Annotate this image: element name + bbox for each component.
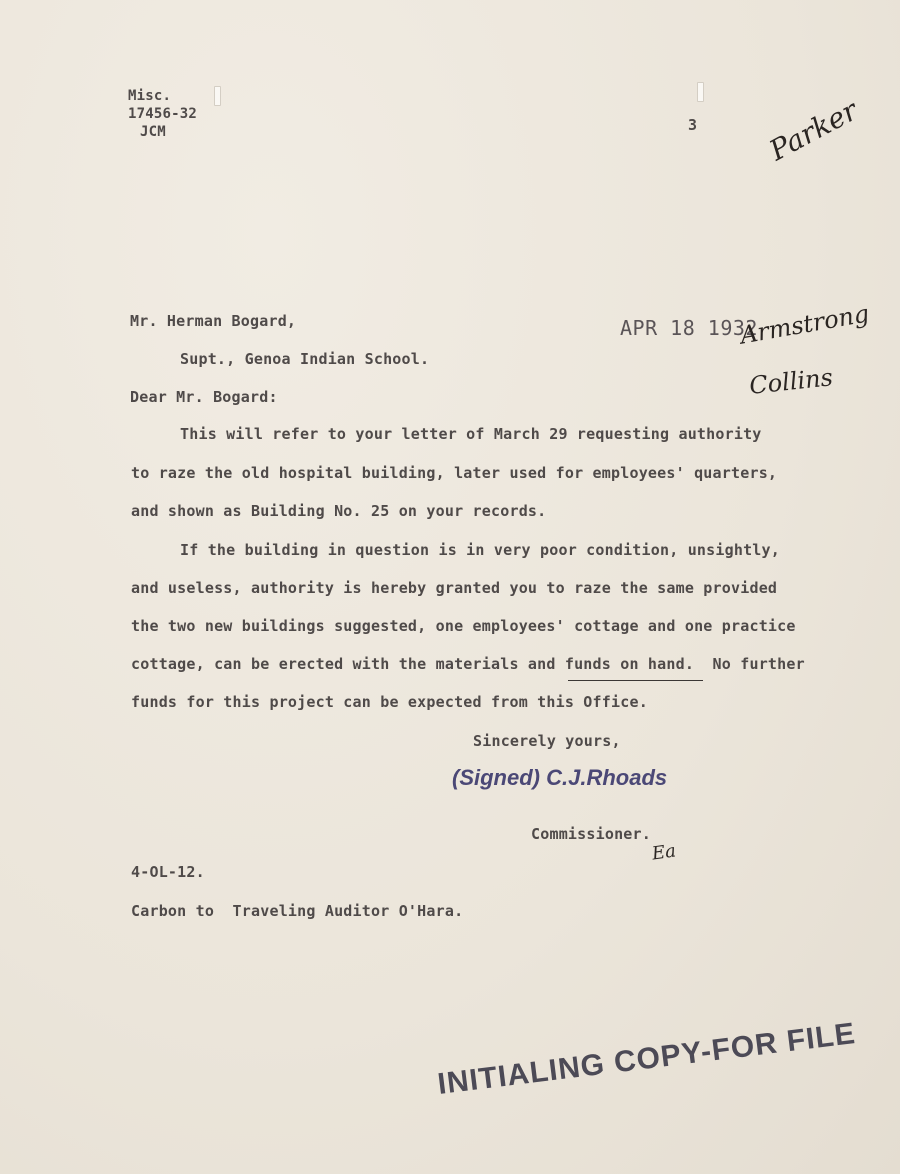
staple-mark: [697, 82, 704, 102]
body-line: If the building in question is in very poor condition, unsightly,: [180, 541, 780, 559]
signature-stamp: (Signed) C.J.Rhoads: [452, 765, 668, 790]
addressee-name: Mr. Herman Bogard,: [130, 312, 297, 330]
reference-number: 17456-32: [128, 106, 198, 122]
reference-misc: Misc.: [128, 88, 172, 104]
handwritten-name: Armstrong: [738, 299, 872, 350]
file-code: 4-OL-12.: [131, 863, 205, 881]
body-line: the two new buildings suggested, one employees' cottage and one practice: [131, 617, 796, 635]
date-stamp: APR 18 1932: [620, 316, 758, 340]
signer-title: Commissioner.: [531, 825, 651, 843]
initialing-stamp: INITIALING COPY-FOR FILE: [435, 1016, 858, 1102]
funds-underline: [568, 680, 703, 681]
salutation: Dear Mr. Bogard:: [130, 388, 278, 406]
body-line: to raze the old hospital building, later used for employees' quarters,: [131, 464, 778, 482]
staple-mark: [214, 86, 221, 106]
addressee-title: Supt., Genoa Indian School.: [180, 350, 430, 368]
body-line: funds for this project can be expected from this Office.: [131, 693, 648, 711]
closing: Sincerely yours,: [473, 732, 621, 750]
carbon-copy-line: Carbon to Traveling Auditor O'Hara.: [131, 902, 464, 920]
handwritten-initial: Parker: [764, 93, 864, 168]
page-number: 3: [688, 116, 698, 134]
body-line: and shown as Building No. 25 on your records.: [131, 502, 547, 520]
reference-initials: JCM: [140, 124, 166, 140]
handwritten-initials: Ea: [650, 840, 678, 865]
body-line: and useless, authority is hereby granted you to raze the same provided: [131, 579, 778, 597]
handwritten-name: Collins: [748, 363, 835, 400]
body-line: This will refer to your letter of March 29 requesting authority: [180, 425, 762, 443]
body-line: cottage, can be erected with the materials and funds on hand. No further: [131, 655, 805, 673]
